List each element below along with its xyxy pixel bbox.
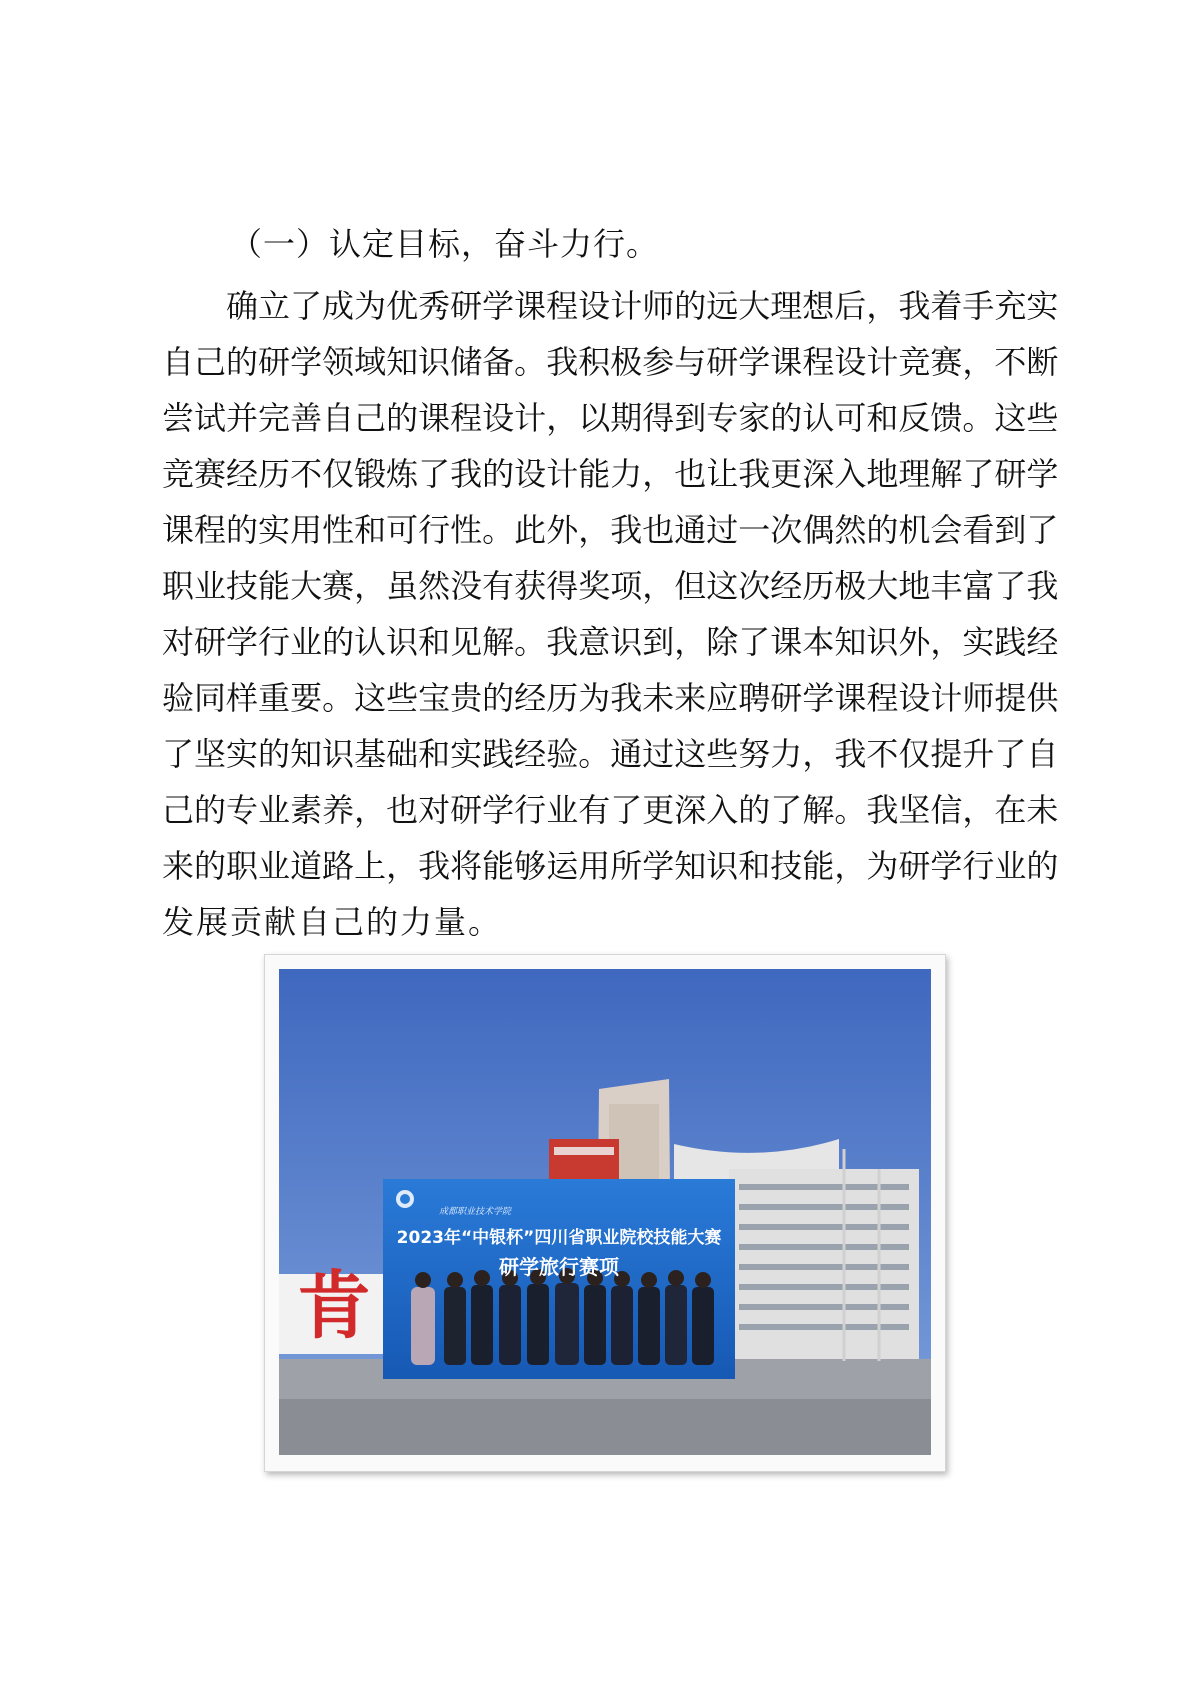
paragraph-line: 确 立 了 成 为 优 秀 研 学 课 程 设 计 师 的 远 大 理 想 后 ， 我 着 手 充 实	[226, 287, 1059, 325]
paragraph-line: 自 己 的 研 学 领 域 知 识 储 备 。 我 积 极 参 与 研 学 课 程 设 计 竞 赛 ， 不 断	[162, 343, 1059, 381]
paragraph-line: 竞 赛 经 历 不 仅 锻 炼 了 我 的 设 计 能 力 ， 也 让 我 更 深 入 地 理 解 了 研 学	[162, 455, 1059, 493]
paragraph-line: 尝 试 并 完 善 自 己 的 课 程 设 计 ， 以 期 得 到 专 家 的 认 可 和 反 馈 。 这 些	[162, 399, 1059, 437]
competition-photo-frame	[264, 954, 946, 1472]
sign-character: 肯	[297, 1263, 371, 1349]
section-heading: （一）认定目标，奋斗力行。	[230, 225, 660, 263]
paragraph-line: 对 研 学 行 业 的 认 识 和 见 解 。 我 意 识 到 ， 除 了 课 本 知 识 外 ， 实 践 经	[162, 623, 1059, 661]
paragraph-line: 发展贡献自己的力量。	[162, 903, 503, 941]
photo-scene-graphic	[279, 969, 931, 1455]
banner-subtitle: 研学旅行赛项	[499, 1255, 619, 1279]
competition-photo	[279, 969, 931, 1455]
paragraph-line: 课 程 的 实 用 性 和 可 行 性 。 此 外 ， 我 也 通 过 一 次 偶 然 的 机 会 看 到 了	[162, 511, 1059, 549]
paragraph-line: 己 的 专 业 素 养 ， 也 对 研 学 行 业 有 了 更 深 入 的 了 解 。 我 坚 信 ， 在 未	[162, 791, 1059, 829]
banner-organization: 成都职业技术学院	[439, 1207, 512, 1217]
paragraph-line: 来 的 职 业 道 路 上 ， 我 将 能 够 运 用 所 学 知 识 和 技 能 ， 为 研 学 行 业 的	[162, 847, 1059, 885]
body-paragraph	[162, 278, 1059, 950]
red-sign	[549, 1139, 619, 1184]
paragraph-line: 验 同 样 重 要 。 这 些 宝 贵 的 经 历 为 我 未 来 应 聘 研 学 课 程 设 计 师 提 供	[162, 679, 1059, 717]
banner-title: 2023年“中银杯”四川省职业院校技能大赛	[396, 1228, 722, 1248]
paragraph-line: 职 业 技 能 大 赛 ， 虽 然 没 有 获 得 奖 项 ， 但 这 次 经 历 极 大 地 丰 富 了 我	[162, 567, 1059, 605]
paragraph-line: 了 坚 实 的 知 识 基 础 和 实 践 经 验 。 通 过 这 些 努 力 ， 我 不 仅 提 升 了 自	[162, 735, 1059, 773]
